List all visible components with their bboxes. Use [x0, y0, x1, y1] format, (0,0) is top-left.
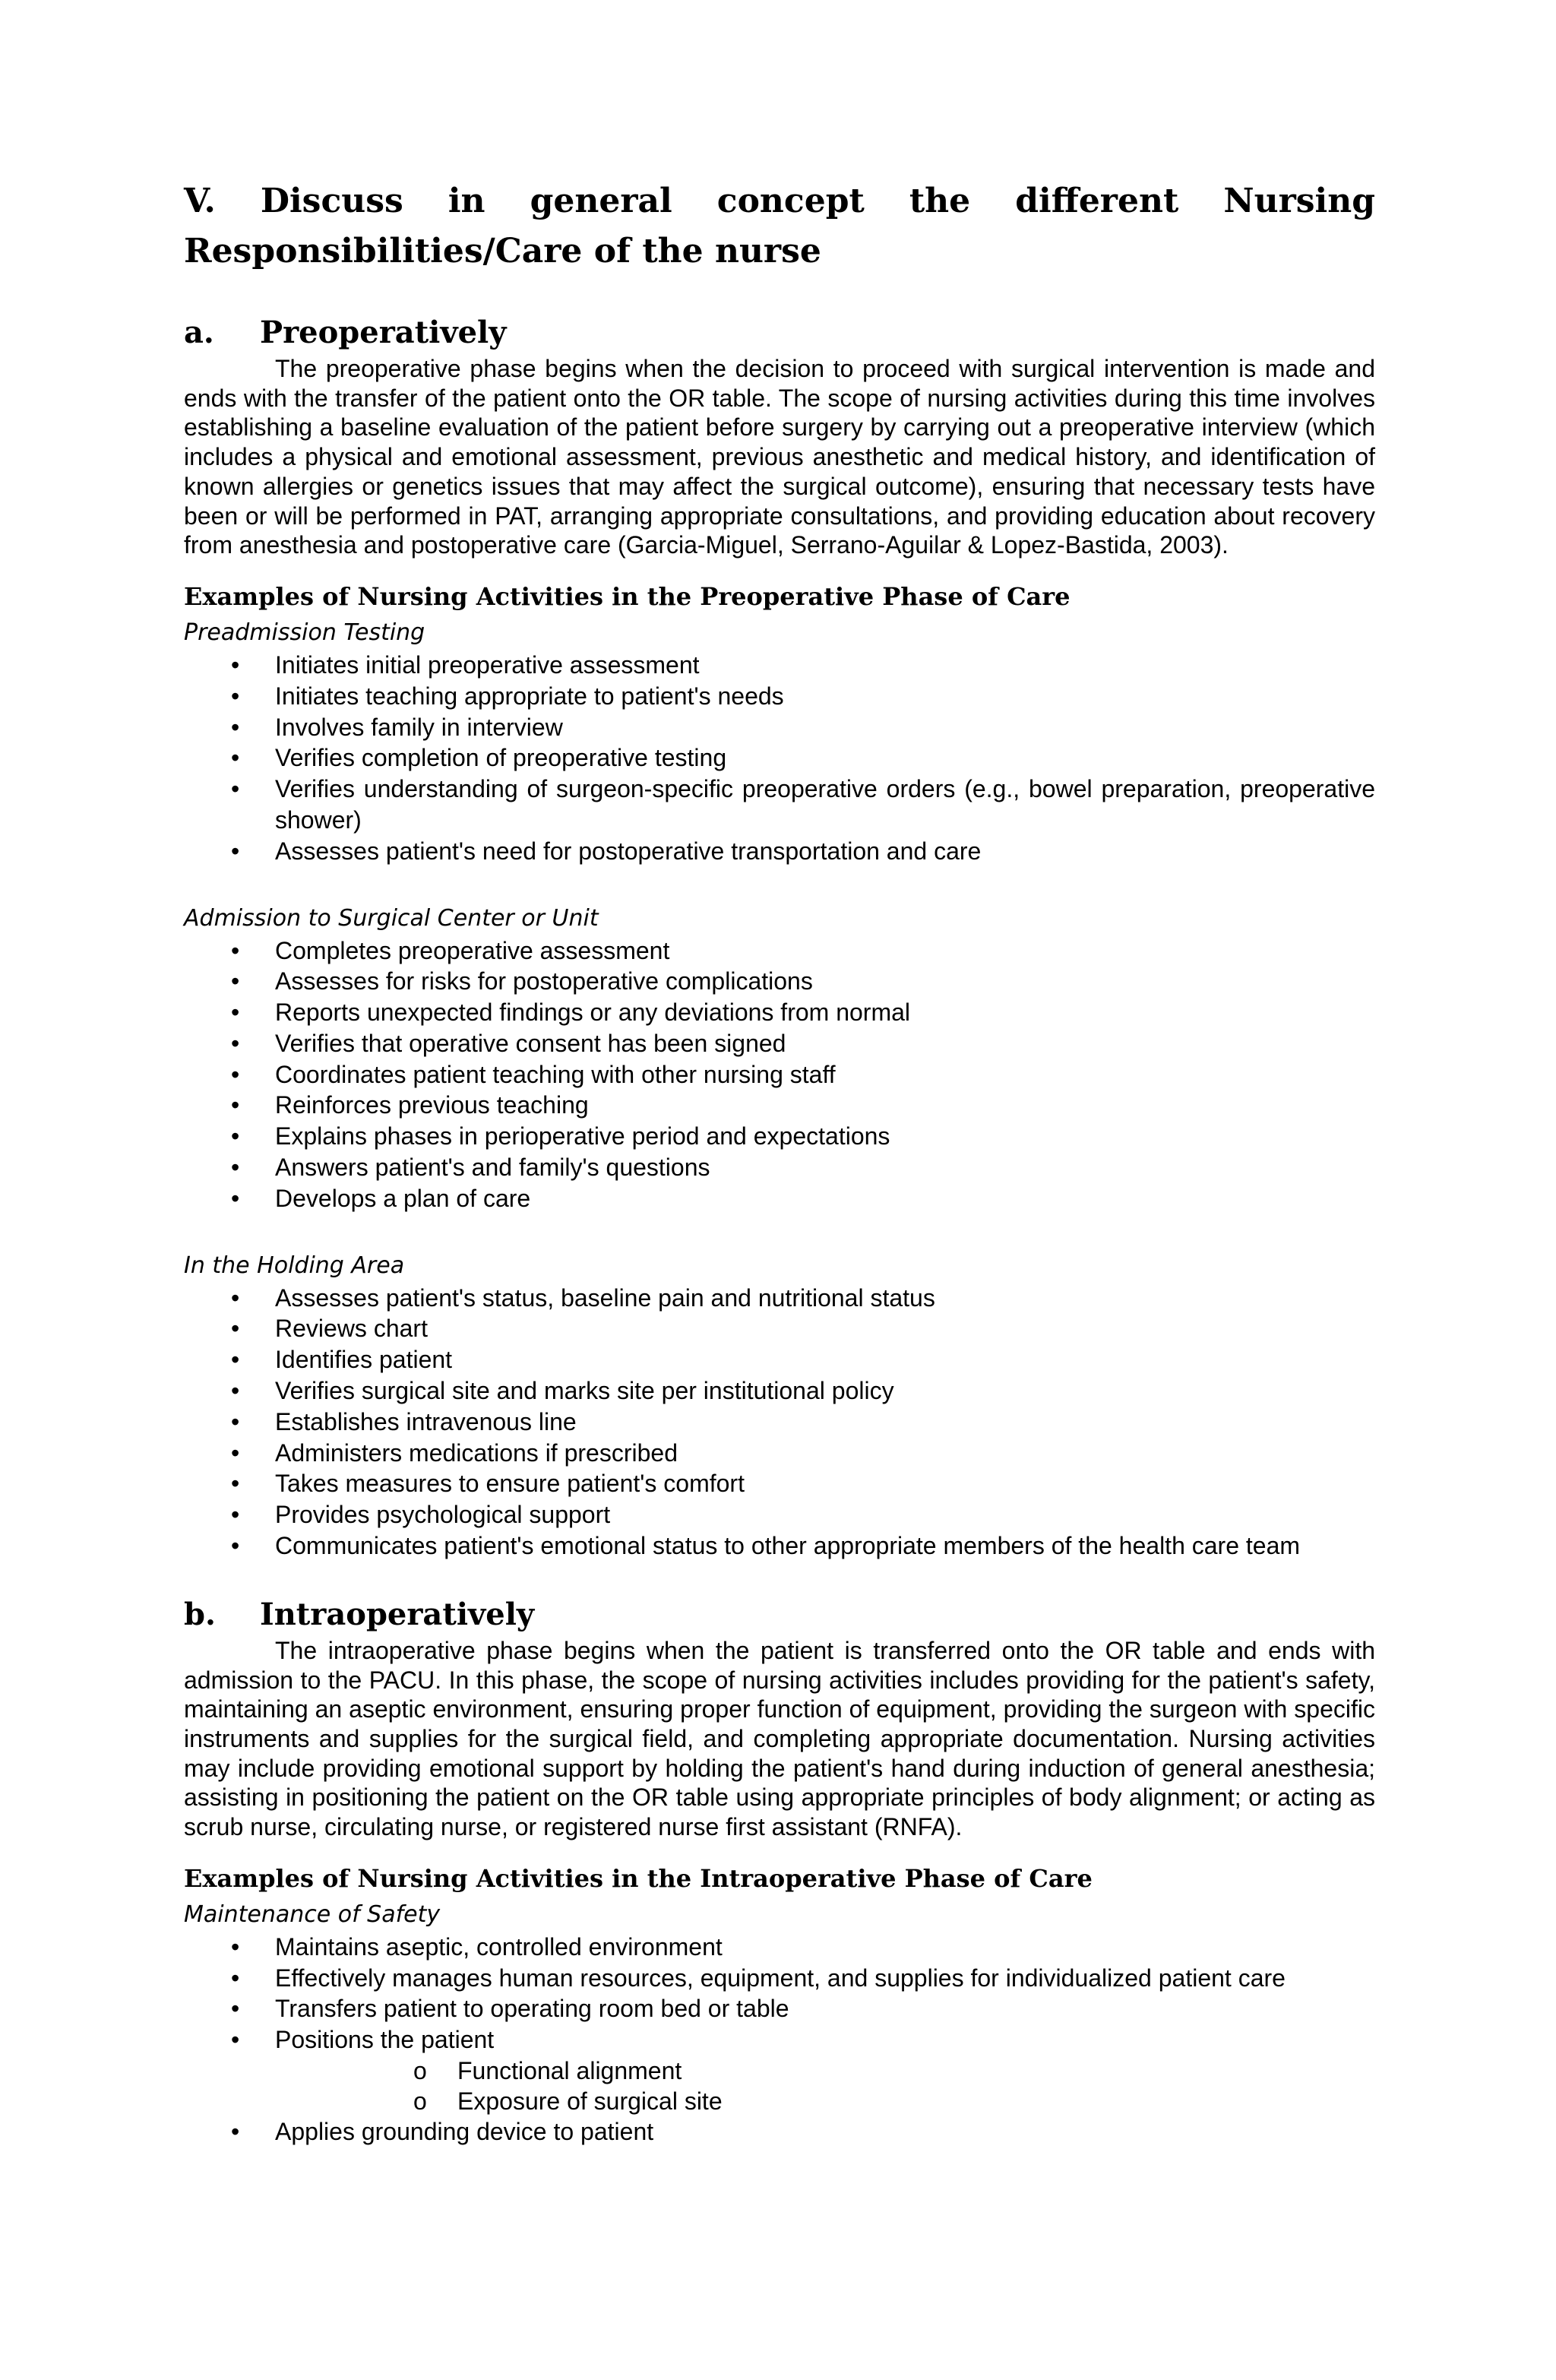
list-item — [184, 1932, 1375, 1963]
list-item-text: Reinforces previous teaching — [275, 1091, 589, 1119]
list-item — [184, 1152, 1375, 1183]
sub-list-item — [275, 2056, 1375, 2086]
list-item — [184, 2024, 1375, 2116]
circle-bullet-icon: o — [413, 2056, 427, 2084]
list-item — [184, 1059, 1375, 1090]
list-item — [184, 2116, 1375, 2147]
bullet-icon: • — [231, 1377, 240, 1405]
list-item-text: Answers patient's and family's questions — [275, 1154, 710, 1182]
list-item-text: Applies grounding device to patient — [275, 2117, 654, 2145]
bullet-icon: • — [231, 1995, 240, 2023]
bullet-icon: • — [231, 1283, 240, 1312]
list-item — [184, 1375, 1375, 1407]
bullet-icon: • — [231, 2026, 240, 2054]
list-item — [184, 1028, 1375, 1059]
page-title — [184, 176, 1375, 277]
bullet-icon: • — [231, 1122, 240, 1150]
list-item-text: Explains phases in perioperative period and expectations — [275, 1122, 890, 1150]
list-item — [184, 1468, 1375, 1499]
bullet-icon: • — [231, 936, 240, 964]
bullet-icon: • — [231, 682, 240, 710]
sub-list-item — [275, 2086, 1375, 2116]
bullet-icon: • — [231, 1346, 240, 1374]
preoperative-paragraph: The preoperative phase begins when the decision to proceed with surgical intervention is made and ends with the transfer of the patient onto the OR table. The scope of nursing activities during this time involves establishing a baseline evaluation of the patient before surgery by carrying out a preoperative interview (which includes a physical and emotional assessment, previous anesthetic and medical history, and identification of known allergies or genetics issues that may affect the surgical outcome), ensuring that necessary tests have been or will be performed in PAT, arranging appropriate consultations, and providing education about recovery from anesthesia and postoperative care (Garcia-Miguel, Serrano-Aguilar & Lopez-Bastida, 2003). — [184, 355, 1375, 559]
circle-bullet-icon: o — [413, 2087, 427, 2115]
bullet-icon: • — [231, 1060, 240, 1088]
maintenance-of-safety-list — [184, 1932, 1375, 2147]
list-item-text: Positions the patient — [275, 2026, 495, 2054]
list-item-text: Verifies understanding of surgeon-specific preoperative orders (e.g., bowel preparation, preoperative shower) — [275, 775, 1375, 834]
bullet-icon: • — [231, 1407, 240, 1435]
list-item — [184, 712, 1375, 743]
heading-word: in — [448, 182, 485, 220]
bullet-icon: • — [231, 1154, 240, 1182]
list-item-text: Develops a plan of care — [275, 1184, 531, 1212]
bullet-icon: • — [231, 999, 240, 1027]
list-item-text: Takes measures to ensure patient's comfort — [275, 1470, 745, 1498]
heading-word: different — [1015, 182, 1179, 220]
positioning-sub-list — [275, 2056, 1375, 2116]
bullet-icon: • — [231, 837, 240, 865]
list-item-text: Reviews chart — [275, 1315, 428, 1343]
sub-list-item-text: Exposure of surgical site — [457, 2087, 723, 2115]
list-item — [184, 681, 1375, 712]
bullet-icon: • — [231, 1315, 240, 1343]
bullet-icon: • — [231, 1470, 240, 1498]
list-item — [184, 966, 1375, 997]
group-title-maintenance-of-safety: Maintenance of Safety — [184, 1901, 441, 1928]
document-page — [184, 176, 1375, 2147]
list-item-text: Initiates initial preoperative assessment — [275, 650, 700, 679]
heading-word: concept — [716, 182, 865, 220]
list-item-text: Verifies completion of preoperative testing — [275, 744, 727, 772]
intraoperative-paragraph: The intraoperative phase begins when the patient is transferred onto the OR table and ends with admission to the PACU. In this phase, the scope of nursing activities includes providing for the patient's safety, maintaining an aseptic environment, ensuring proper function of equipment, providing the surgeon with specific instruments and supplies for the surgical field, and completing appropriate documentation. Nursing activities may include providing emotional support by holding the patient's hand during induction of general anesthesia; assisting in positioning the patient on the OR table using appropriate principles of body alignment; or acting as scrub nurse, circulating nurse, or registered nurse first assistant (RNFA). — [184, 1636, 1375, 1841]
section-letter: b. — [184, 1596, 216, 1632]
bullet-icon: • — [231, 2117, 240, 2145]
section-title: Preoperatively — [260, 315, 507, 350]
list-item-text: Verifies that operative consent has been signed — [275, 1029, 786, 1057]
list-item — [184, 1530, 1375, 1562]
list-item-text: Effectively manages human resources, equipment, and supplies for individualized patient care — [275, 1964, 1286, 1992]
list-item-text: Involves family in interview — [275, 713, 563, 741]
bullet-icon: • — [231, 1964, 240, 1992]
heading-word: the — [909, 182, 971, 220]
list-item-text: Assesses patient's status, baseline pain and nutritional status — [275, 1283, 935, 1312]
list-item — [184, 1438, 1375, 1469]
list-item — [184, 836, 1375, 867]
preadmission-testing-list — [184, 650, 1375, 867]
list-item — [184, 742, 1375, 774]
group-title-holding-area: In the Holding Area — [184, 1252, 405, 1279]
bullet-icon: • — [231, 744, 240, 772]
list-item — [184, 1963, 1375, 1994]
holding-area-list — [184, 1283, 1375, 1562]
list-item-text: Identifies patient — [275, 1346, 453, 1374]
bullet-icon: • — [231, 967, 240, 995]
list-item — [184, 1344, 1375, 1375]
list-item-text: Maintains aseptic, controlled environment — [275, 1932, 723, 1961]
heading-word: Discuss — [260, 182, 403, 220]
bullet-icon: • — [231, 775, 240, 803]
bullet-icon: • — [231, 1932, 240, 1961]
sub-list-item-text: Functional alignment — [457, 2056, 682, 2084]
bullet-icon: • — [231, 1091, 240, 1119]
list-item-text: Communicates patient's emotional status to other appropriate members of the health care team — [275, 1532, 1301, 1560]
section-heading-intraoperatively — [184, 1594, 1375, 1636]
list-item — [184, 1993, 1375, 2024]
list-item — [184, 997, 1375, 1028]
bullet-icon: • — [231, 1029, 240, 1057]
list-item-text: Transfers patient to operating room bed or table — [275, 1995, 789, 2023]
section-heading-preoperatively — [184, 312, 1375, 354]
list-item — [184, 1499, 1375, 1530]
heading-number: V. — [184, 182, 216, 220]
bullet-icon: • — [231, 713, 240, 741]
bullet-icon: • — [231, 1532, 240, 1560]
list-item-text: Administers medications if prescribed — [275, 1438, 678, 1467]
list-item — [184, 1313, 1375, 1344]
list-item-text: Assesses for risks for postoperative complications — [275, 967, 813, 995]
list-item-text: Verifies surgical site and marks site per institutional policy — [275, 1377, 894, 1405]
page-title-line-2: Responsibilities/Care of the nurse — [184, 232, 821, 271]
list-item — [184, 1283, 1375, 1314]
admission-list — [184, 935, 1375, 1214]
group-title-admission: Admission to Surgical Center or Unit — [184, 904, 599, 932]
intraoperative-examples-heading: Examples of Nursing Activities in the Intraoperative Phase of Care — [184, 1863, 1093, 1893]
heading-word: general — [530, 182, 672, 220]
section-title: Intraoperatively — [260, 1596, 535, 1632]
list-item — [184, 1407, 1375, 1438]
bullet-icon: • — [231, 650, 240, 679]
list-item-text: Initiates teaching appropriate to patient's needs — [275, 682, 784, 710]
group-title-preadmission-testing: Preadmission Testing — [184, 619, 425, 646]
bullet-icon: • — [231, 1501, 240, 1529]
list-item-text: Establishes intravenous line — [275, 1407, 577, 1435]
list-item — [184, 774, 1375, 836]
preoperative-examples-heading: Examples of Nursing Activities in the Preoperative Phase of Care — [184, 581, 1071, 611]
section-letter: a. — [184, 315, 214, 350]
heading-word: Nursing — [1223, 182, 1375, 220]
list-item — [184, 650, 1375, 681]
list-item-text: Coordinates patient teaching with other nursing staff — [275, 1060, 836, 1088]
list-item — [184, 935, 1375, 967]
list-item-text: Reports unexpected findings or any deviations from normal — [275, 999, 910, 1027]
bullet-icon: • — [231, 1438, 240, 1467]
page-title-line-1 — [184, 176, 1375, 226]
list-item-text: Provides psychological support — [275, 1501, 611, 1529]
bullet-icon: • — [231, 1184, 240, 1212]
list-item — [184, 1090, 1375, 1121]
list-item-text: Assesses patient's need for postoperative transportation and care — [275, 837, 982, 865]
list-item-text: Completes preoperative assessment — [275, 936, 670, 964]
list-item — [184, 1121, 1375, 1152]
list-item — [184, 1183, 1375, 1214]
